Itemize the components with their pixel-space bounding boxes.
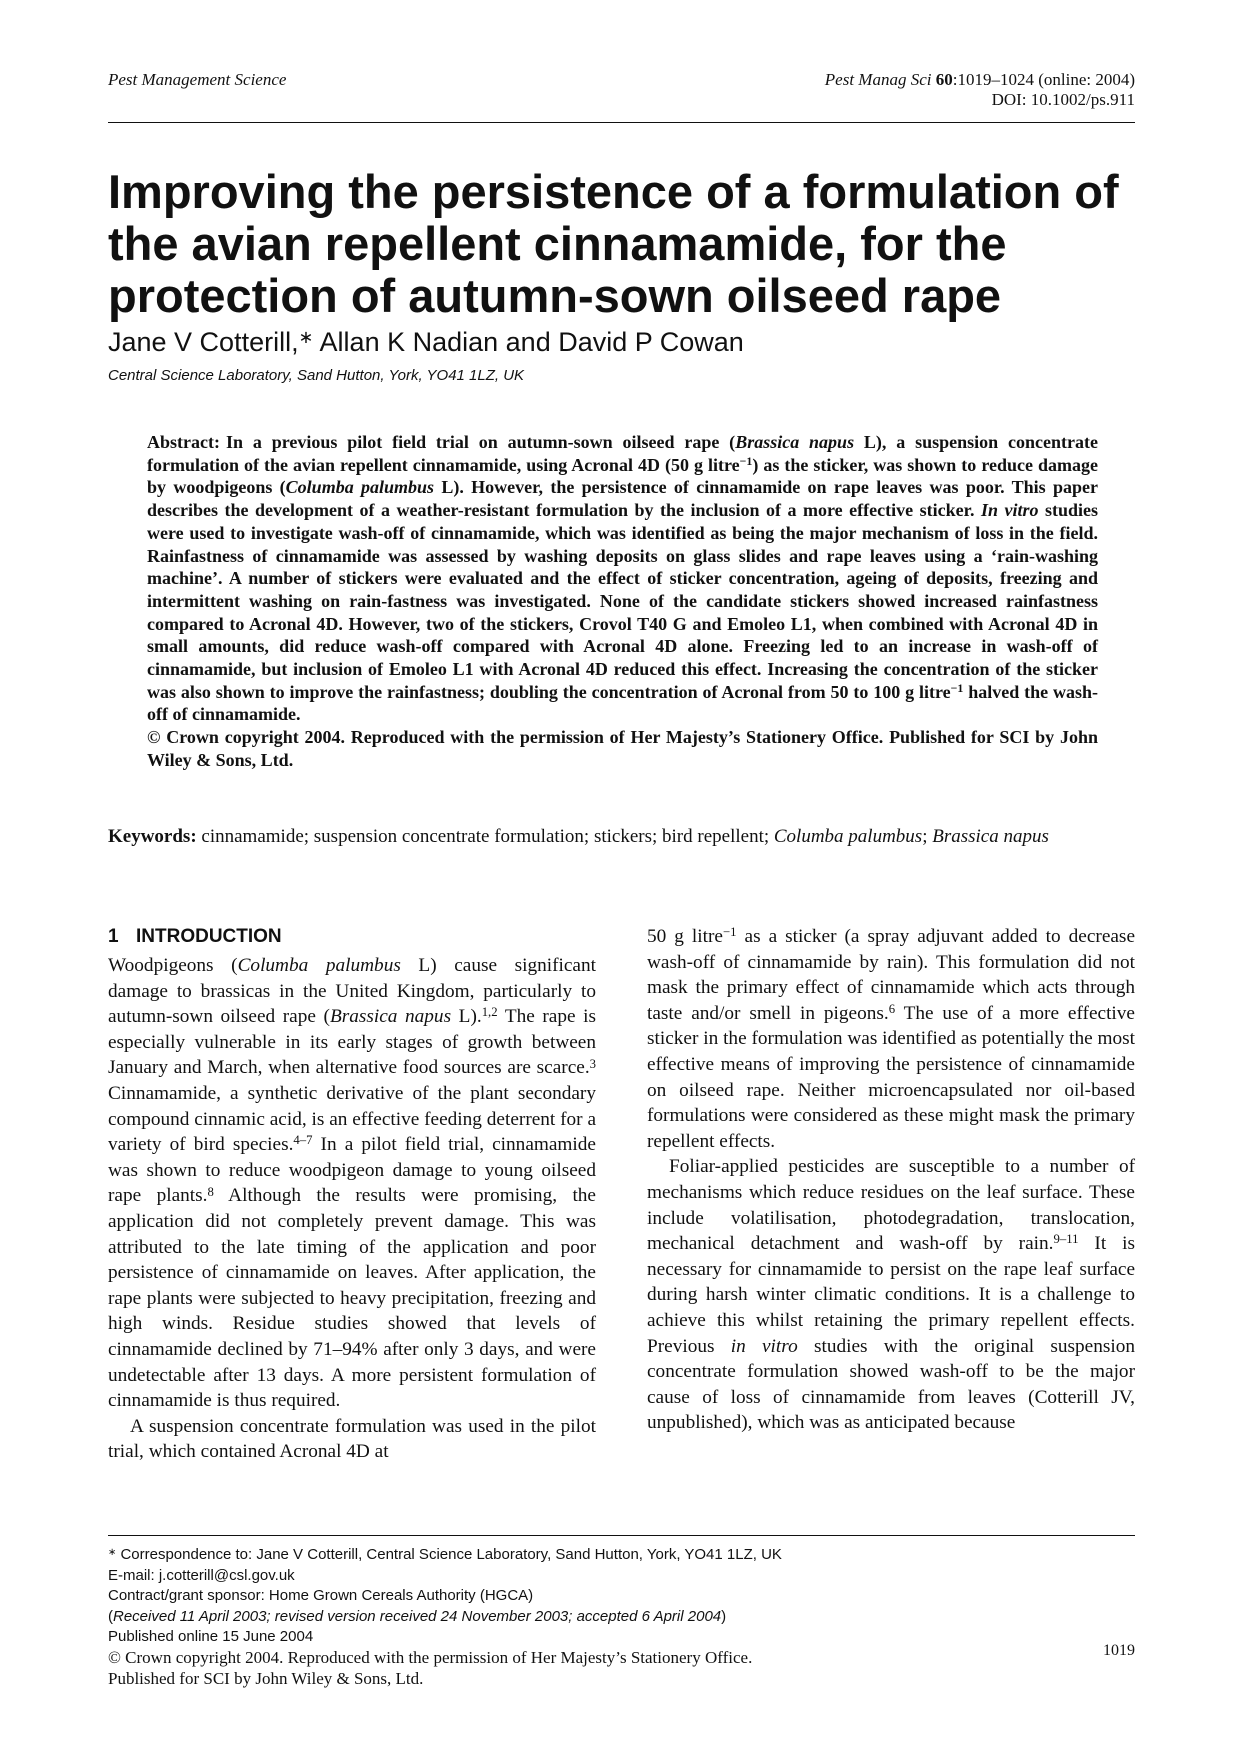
text-seg: The rape is especially vulnerable in its early stages of growth between January and March, when alternative food sources are scarce.: [108, 1006, 597, 1079]
citation-volume: 60: [935, 70, 953, 89]
correspondence-note: [108, 1545, 1138, 1566]
section-number: 1: [108, 926, 119, 947]
abstract-sup: −1: [739, 454, 753, 469]
citation-ref: 6: [888, 1002, 896, 1017]
abstract-copyright: © Crown copyright 2004. Reproduced with the permission of Her Majesty’s Stationery Office. Published for SCI by John Wiley & Sons, Ltd.: [147, 727, 1098, 770]
page-number: 1019: [1103, 1642, 1135, 1659]
text-seg: Foliar-applied pesticides are susceptible to a number of mechanisms which reduce residues on the leaf surface. These include volatilisation, photodegradation, translocation, mechanical detachment and wash-off by rain.: [647, 1156, 1135, 1255]
superscript: −1: [722, 925, 737, 940]
abstract-seg: L), a suspension concentrate formulation of the avian repellent cinnamamide, using Acronal 4D (50 g litre: [147, 432, 1098, 475]
journal-name: Pest Management Science: [108, 70, 287, 89]
received-note: [108, 1607, 1138, 1628]
keyword-seg: ;: [922, 826, 933, 847]
footnote-text: Correspondence to: Jane V Cotterill, Central Science Laboratory, Sand Hutton, York, YO41 1LZ, UK: [116, 1546, 782, 1563]
email-note[interactable]: E-mail: j.cotterill@csl.gov.uk: [108, 1566, 295, 1584]
article-title: Improving the persistence of a formulation of the avian repellent cinnamamide, for the protection of autumn-sown oilseed rape: [108, 165, 1119, 322]
text-seg: In a pilot field trial, cinnamamide was shown to reduce woodpigeon damage to young oilseed rape plants.: [108, 1134, 596, 1207]
citation-pages: :1019–1024 (online: 2004): [952, 70, 1135, 89]
section-heading: [108, 924, 596, 950]
intro-paragraph-1: [108, 953, 596, 1414]
author-others: Allan K Nadian and David P Cowan: [313, 327, 744, 357]
publisher-note: Published for SCI by John Wiley & Sons, Ltd.: [108, 1668, 424, 1688]
copyright-note: © Crown copyright 2004. Reproduced with the permission of Her Majesty’s Stationery Office.: [108, 1647, 753, 1667]
abstract-label: Abstract:: [147, 432, 220, 452]
doi[interactable]: DOI: 10.1002/ps.911: [991, 90, 1135, 109]
header-rule: [108, 122, 1135, 123]
text-seg: Woodpigeons (: [108, 955, 238, 976]
text-seg: Cinnamamide, a synthetic derivative of the plant secondary compound cinnamic acid, is an effective feeding deterrent for a variety of bird species.: [108, 1082, 596, 1156]
citation-ref: 9–11: [1053, 1232, 1079, 1247]
published-note: Published online 15 June 2004: [108, 1628, 314, 1646]
footnote-mark: ∗: [108, 1546, 117, 1558]
received-dates: Received 11 April 2003; revised version received 24 November 2003; accepted 6 April 2004: [113, 1607, 722, 1625]
text-italic: Brassica napus: [329, 1006, 452, 1028]
abstract-italic: Brassica napus: [735, 432, 855, 452]
intro-paragraph-2-cont: [647, 924, 1135, 1154]
text-italic: Columba palumbus: [237, 955, 401, 976]
citation-line: [825, 70, 1135, 90]
text-seg: 50 g litre: [647, 926, 723, 947]
text-seg: studies with the original suspension concentrate formulation showed wash-off to be the major cause of loss of cinnamamide from leaves (Cotterill JV, unpublished), which was as anticipated because: [647, 1335, 1135, 1434]
abstract: [147, 431, 1098, 772]
keywords: [108, 824, 1135, 850]
citation-ref: 4–7: [293, 1133, 313, 1148]
body-column-right: [647, 924, 1135, 1436]
abstract-seg: In a previous pilot field trial on autumn-sown oilseed rape (: [225, 432, 736, 452]
text-seg: as a sticker (a spray adjuvant added to decrease wash-off of cinnamamide by rain). This formulation did not mask the primary effect of cinnamamide which acts through taste and/or smell in pigeons.: [647, 926, 1135, 1024]
abstract-sup: −1: [950, 681, 964, 696]
citation-block: [825, 70, 1135, 110]
keyword-italic: Columba palumbus: [773, 826, 923, 847]
abstract-seg: halved the wash-off of cinnamamide.: [147, 681, 1098, 725]
keyword-italic: Brassica napus: [932, 826, 1049, 847]
paren: ): [721, 1607, 727, 1625]
citation-ref: 1,2: [481, 1005, 498, 1020]
paren: (: [108, 1607, 113, 1625]
abstract-seg: L). However, the persistence of cinnamamide on rape leaves was poor. This paper describes the development of a weather-resistant formulation by the inclusion of a more effective sticker.: [147, 477, 1099, 521]
text-italic: in vitro: [730, 1335, 798, 1357]
text-seg: Although the results were promising, the application did not completely prevent damage. This was attributed to the late timing of the application and poor persistence of cinnamamide on leaves. After application, the rape plants were subjected to heavy precipitation, freezing and high winds. Residue studies showed that levels of cinnamamide declined by 71–94% after only 3 days, and were undetectable after 13 days. A more persistent formulation of cinnamamide is thus required.: [108, 1185, 596, 1412]
text-seg: The use of a more effective sticker in the formulation was identified as potentially the most effective means of improving the persistence of cinnamamide on oilseed rape. Neither microencapsulated nor oil-based formulations were considered as these might mask the primary repellent effects.: [647, 1002, 1135, 1152]
section-title: INTRODUCTION: [136, 926, 282, 947]
abstract-italic: In vitro: [980, 500, 1039, 521]
correspondence-mark: ∗: [298, 326, 314, 347]
abstract-seg: ) as the sticker, was shown to reduce damage by woodpigeons (: [147, 454, 1098, 498]
text-seg: L).: [451, 1006, 482, 1028]
citation-ref: 8: [207, 1184, 214, 1199]
abstract-italic: Columba palumbus: [285, 477, 435, 498]
footnotes: [108, 1545, 1138, 1689]
abstract-seg: studies were used to investigate wash-off of cinnamamide, which was identified as being the major mechanism of loss in the field. Rainfastness of cinnamamide was assessed by washing deposits on glass slides and rape leaves using a ‘rain-washing machine’. A number of stickers were evaluated and the effect of sticker concentration, ageing of deposits, freezing and intermittent washing on rain-fastness was investigated. None of the candidate stickers showed increased rainfastness compared to Acronal 4D. However, two of the stickers, Crovol T40 G and Emoleo L1, when combined with Acronal 4D in small amounts, did reduce wash-off compared with Acronal 4D alone. Freezing led to an increase in wash-off of cinnamamide, but inclusion of Emoleo L1 with Acronal 4D reduced this effect. Increasing the concentration of the sticker was also shown to improve the rainfastness; doubling the concentration of Acronal from 50 to 100 g litre: [147, 500, 1099, 702]
sponsor-note: Contract/grant sponsor: Home Grown Cereals Authority (HGCA): [108, 1587, 534, 1605]
text-seg: L) cause significant damage to brassicas in the United Kingdom, particularly to autumn-sown oilseed rape (: [108, 955, 596, 1028]
body-column-left: [108, 924, 596, 1465]
intro-paragraph-3: [647, 1154, 1135, 1436]
affiliation: Central Science Laboratory, Sand Hutton, York, YO41 1LZ, UK: [108, 367, 525, 384]
keyword-seg: cinnamamide; suspension concentrate formulation; stickers; bird repellent;: [196, 826, 774, 847]
abstract-text: [147, 431, 1098, 726]
author-first: Jane V Cotterill,: [108, 327, 299, 357]
citation-journal: Pest Manag Sci: [824, 70, 932, 89]
keywords-label: Keywords:: [108, 826, 197, 847]
intro-paragraph-2: A suspension concentrate formulation was used in the pilot trial, which contained Acronal 4D at: [108, 1415, 596, 1463]
author-list: [108, 326, 744, 358]
text-seg: It is necessary for cinnamamide to persist on the rape leaf surface during harsh winter climatic conditions. It is a challenge to achieve this whilst retaining the primary repellent effects. Previous: [647, 1233, 1135, 1357]
citation-ref: 3: [589, 1056, 596, 1071]
footnote-rule: [108, 1535, 1135, 1536]
